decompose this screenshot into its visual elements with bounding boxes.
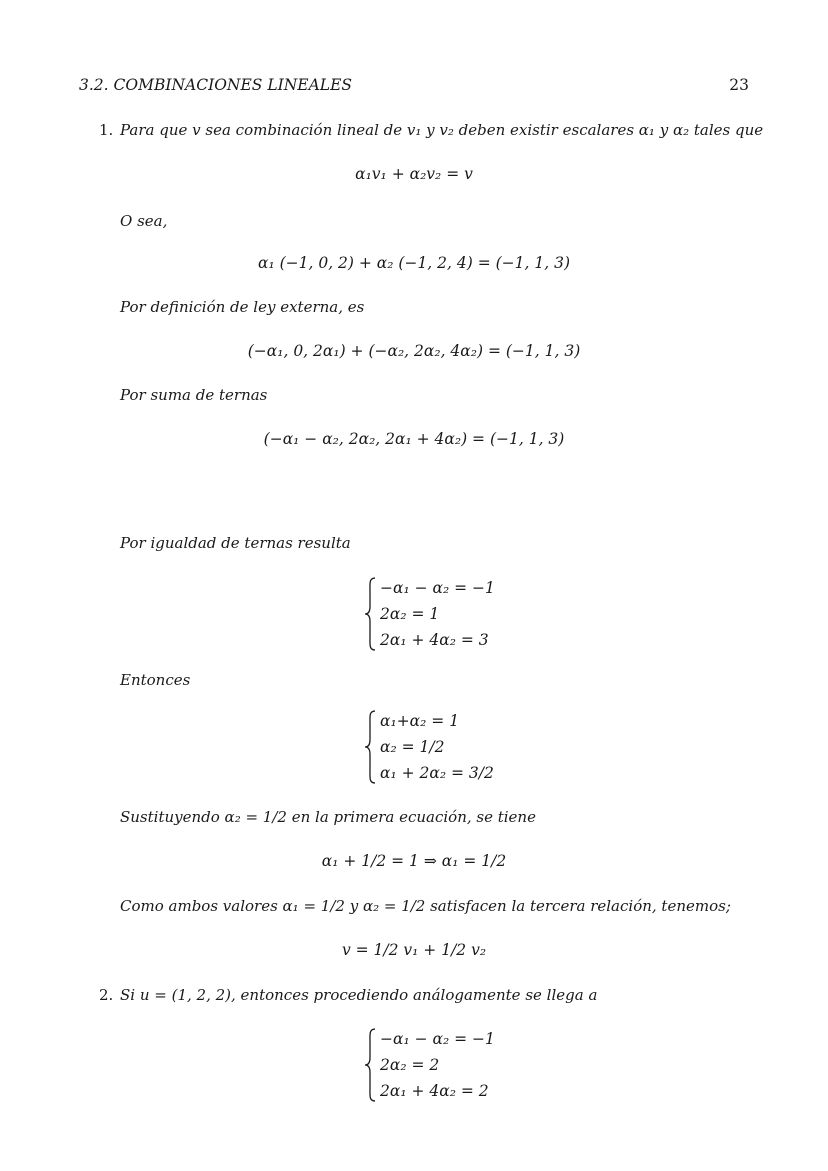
text-como: Como ambos valores α₁ = 1/2 y α₂ = 1/2 satisfacen la tercera relación, tenemos; bbox=[120, 897, 731, 915]
section-title: 3.2. COMBINACIONES LINEALES bbox=[79, 76, 353, 94]
text-suma-ternas: Por suma de ternas bbox=[120, 386, 268, 404]
system-1-row: 2α₁ + 4α₂ = 3 bbox=[380, 631, 489, 649]
system-2 bbox=[364, 710, 494, 784]
text-sustituyendo: Sustituyendo α₂ = 1/2 en la primera ecuación, se tiene bbox=[120, 808, 536, 826]
system-3-row: 2α₁ + 4α₂ = 2 bbox=[380, 1082, 489, 1100]
equation-2: α₁ (−1, 0, 2) + α₂ (−1, 2, 4) = (−1, 1, 3) bbox=[257, 254, 571, 272]
text-definicion: Por definición de ley externa, es bbox=[120, 298, 365, 316]
system-2-row: α₁+α₂ = 1 bbox=[380, 712, 460, 730]
system-2-row: α₂ = 1/2 bbox=[380, 738, 445, 756]
system-1-row: 2α₂ = 1 bbox=[380, 605, 440, 623]
text-o-sea: O sea, bbox=[120, 212, 168, 230]
item-2-number: 2. bbox=[99, 986, 114, 1004]
equation-1: α₁v₁ + α₂v₂ = v bbox=[355, 165, 473, 183]
equation-4: (−α₁ − α₂, 2α₂, 2α₁ + 4α₂) = (−1, 1, 3) bbox=[263, 430, 565, 448]
left-brace bbox=[364, 710, 376, 784]
page-number: 23 bbox=[729, 76, 749, 94]
equation-6: v = 1/2 v₁ + 1/2 v₂ bbox=[341, 941, 487, 959]
system-3-row: −α₁ − α₂ = −1 bbox=[380, 1030, 495, 1048]
left-brace bbox=[364, 577, 376, 651]
system-1 bbox=[364, 577, 495, 651]
system-3-row: 2α₂ = 2 bbox=[380, 1056, 440, 1074]
item-1-number: 1. bbox=[99, 121, 114, 139]
equation-3: (−α₁, 0, 2α₁) + (−α₂, 2α₂, 4α₂) = (−1, 1, 3) bbox=[247, 342, 581, 360]
system-2-row: α₁ + 2α₂ = 3/2 bbox=[380, 764, 494, 782]
equation-5: α₁ + 1/2 = 1 ⇒ α₁ = 1/2 bbox=[321, 852, 507, 870]
system-3 bbox=[364, 1028, 495, 1102]
text-igualdad: Por igualdad de ternas resulta bbox=[120, 534, 351, 552]
system-1-row: −α₁ − α₂ = −1 bbox=[380, 579, 495, 597]
left-brace bbox=[364, 1028, 376, 1102]
item-2-intro: Si u = (1, 2, 2), entonces procediendo análogamente se llega a bbox=[120, 986, 598, 1004]
running-header bbox=[79, 76, 749, 94]
text-entonces: Entonces bbox=[120, 671, 191, 689]
item-1-intro: Para que v sea combinación lineal de v₁ y v₂ deben existir escalares α₁ y α₂ tales que bbox=[120, 121, 764, 139]
